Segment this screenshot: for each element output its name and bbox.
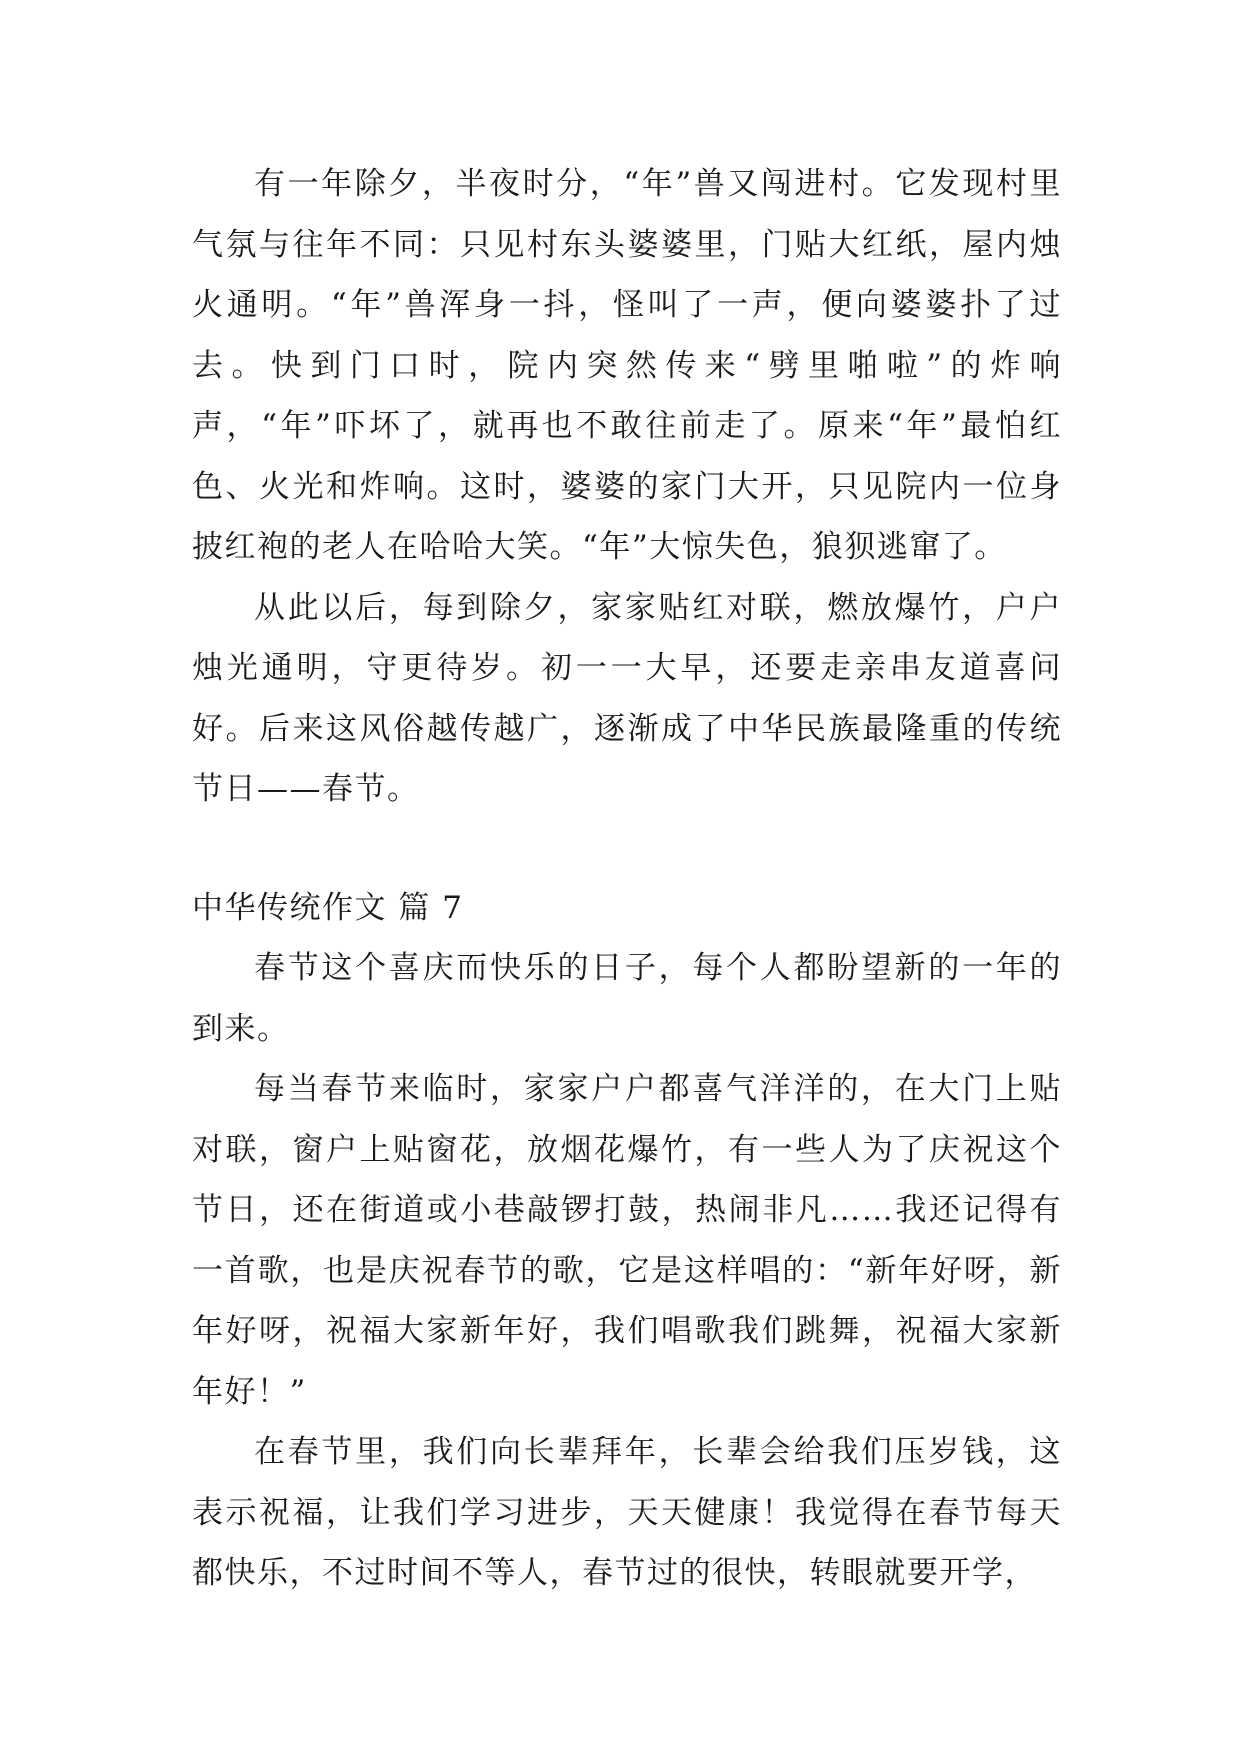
paragraph: 每当春节来临时，家家户户都喜气洋洋的，在大门上贴对联，窗户上贴窗花，放烟花爆竹，有一些人为了庆祝这个节日，还在街道或小巷敲锣打鼓，热闹非凡……我还记得有一首歌，也是庆祝春节的歌，它是这样唱的：“新年好呀，新年好呀，祝福大家新年好，我们唱歌我们跳舞，祝福大家新年好！” xyxy=(192,1071,1062,1410)
document-body xyxy=(192,154,1062,1604)
paragraph: 在春节里，我们向长辈拜年，长辈会给我们压岁钱，这表示祝福，让我们学习进步，天天健康！我觉得在春节每天都快乐，不过时间不等人，春节过的很快，转眼就要开学， xyxy=(192,1434,1062,1591)
paragraph: 有一年除夕，半夜时分，“年”兽又闯进村。它发现村里气氛与往年不同：只见村东头婆婆里，门贴大红纸，屋内烛火通明。“年”兽浑身一抖，怪叫了一声，便向婆婆扑了过去。快到门口时，院内突然传来“劈里啪啦”的炸响声，“年”吓坏了，就再也不敢往前走了。原来“年”最怕红色、火光和炸响。这时，婆婆的家门大开，只见院内一位身披红袍的老人在哈哈大笑。“年”大惊失色，狼狈逃窜了。 xyxy=(192,166,1062,565)
paragraph: 从此以后，每到除夕，家家贴红对联，燃放爆竹，户户烛光通明，守更待岁。初一一大早，还要走亲串友道喜问好。后来这风俗越传越广，逐渐成了中华民族最隆重的传统节日——春节。 xyxy=(192,589,1062,807)
section-heading: 中华传统作文 篇 7 xyxy=(192,889,464,926)
paragraph: 春节这个喜庆而快乐的日子，每个人都盼望新的一年的到来。 xyxy=(192,950,1062,1047)
